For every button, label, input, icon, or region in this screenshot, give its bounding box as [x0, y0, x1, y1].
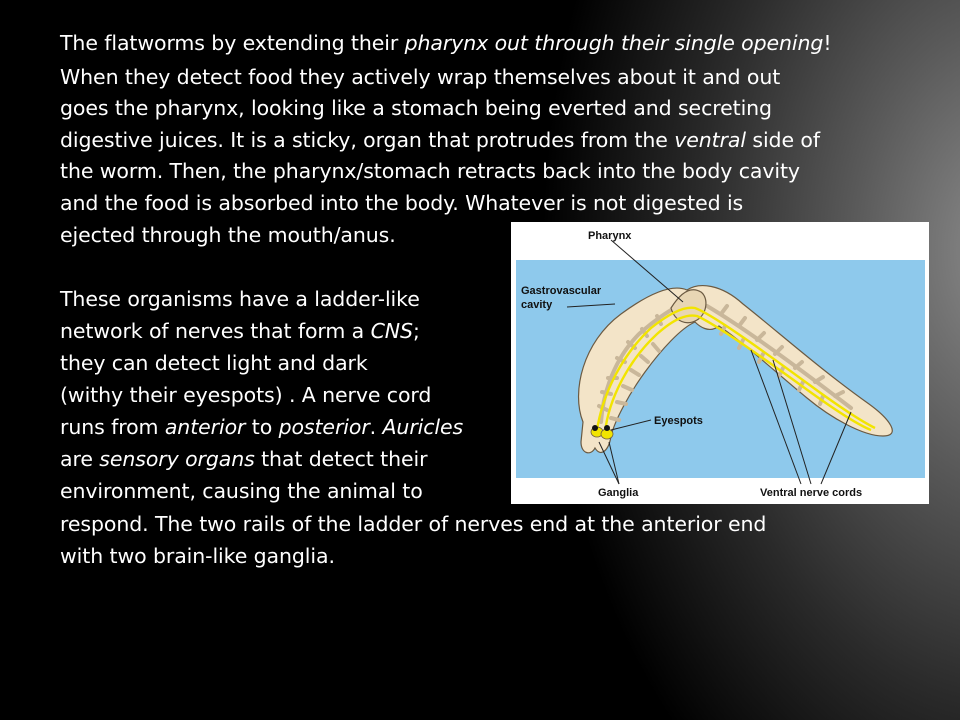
paragraph-1-line-2: When they detect food they actively wrap themselves about it and out — [60, 65, 781, 89]
paragraph-1-line-5: the worm. Then, the pharynx/stomach retracts back into the body cavity — [60, 159, 800, 183]
paragraph-2-line-6: are sensory organs that detect their — [60, 447, 428, 471]
paragraph-2-line-5: runs from anterior to posterior. Auricles — [60, 415, 464, 439]
paragraph-2-line-1: These organisms have a ladder-like — [60, 287, 420, 311]
paragraph-2-line-7: environment, causing the animal to — [60, 479, 423, 503]
paragraph-1-line-1: The flatworms by extending their pharynx out through their single opening! — [60, 31, 832, 55]
flatworm-diagram-svg — [511, 222, 929, 504]
paragraph-1-line-6: and the food is absorbed into the body. Whatever is not digested is — [60, 191, 744, 215]
ventral-nerve-cords-label: Ventral nerve cords — [760, 487, 863, 499]
paragraph-2-line-2: network of nerves that form a CNS; — [60, 319, 420, 343]
paragraph-1-line-3: goes the pharynx, looking like a stomach being everted and secreting — [60, 96, 772, 120]
gastrovascular-label-line-1: Gastrovascular — [521, 285, 602, 297]
paragraph-2-line-3: they can detect light and dark — [60, 351, 368, 375]
flatworm-diagram — [511, 222, 929, 504]
pharynx-label: Pharynx — [588, 230, 632, 242]
ganglia-label: Ganglia — [598, 487, 639, 499]
gastrovascular-label-line-2: cavity — [521, 299, 553, 311]
paragraph-2-line-8: respond. The two rails of the ladder of nerves end at the anterior end — [60, 512, 767, 536]
paragraph-1-line-4: digestive juices. It is a sticky, organ that protrudes from the ventral side of — [60, 128, 820, 152]
eyespots-label: Eyespots — [654, 415, 703, 427]
paragraph-2-line-9: with two brain-like ganglia. — [60, 544, 335, 568]
paragraph-1-line-7: ejected through the mouth/anus. — [60, 223, 396, 247]
paragraph-2-line-4: (withy their eyespots) . A nerve cord — [60, 383, 432, 407]
